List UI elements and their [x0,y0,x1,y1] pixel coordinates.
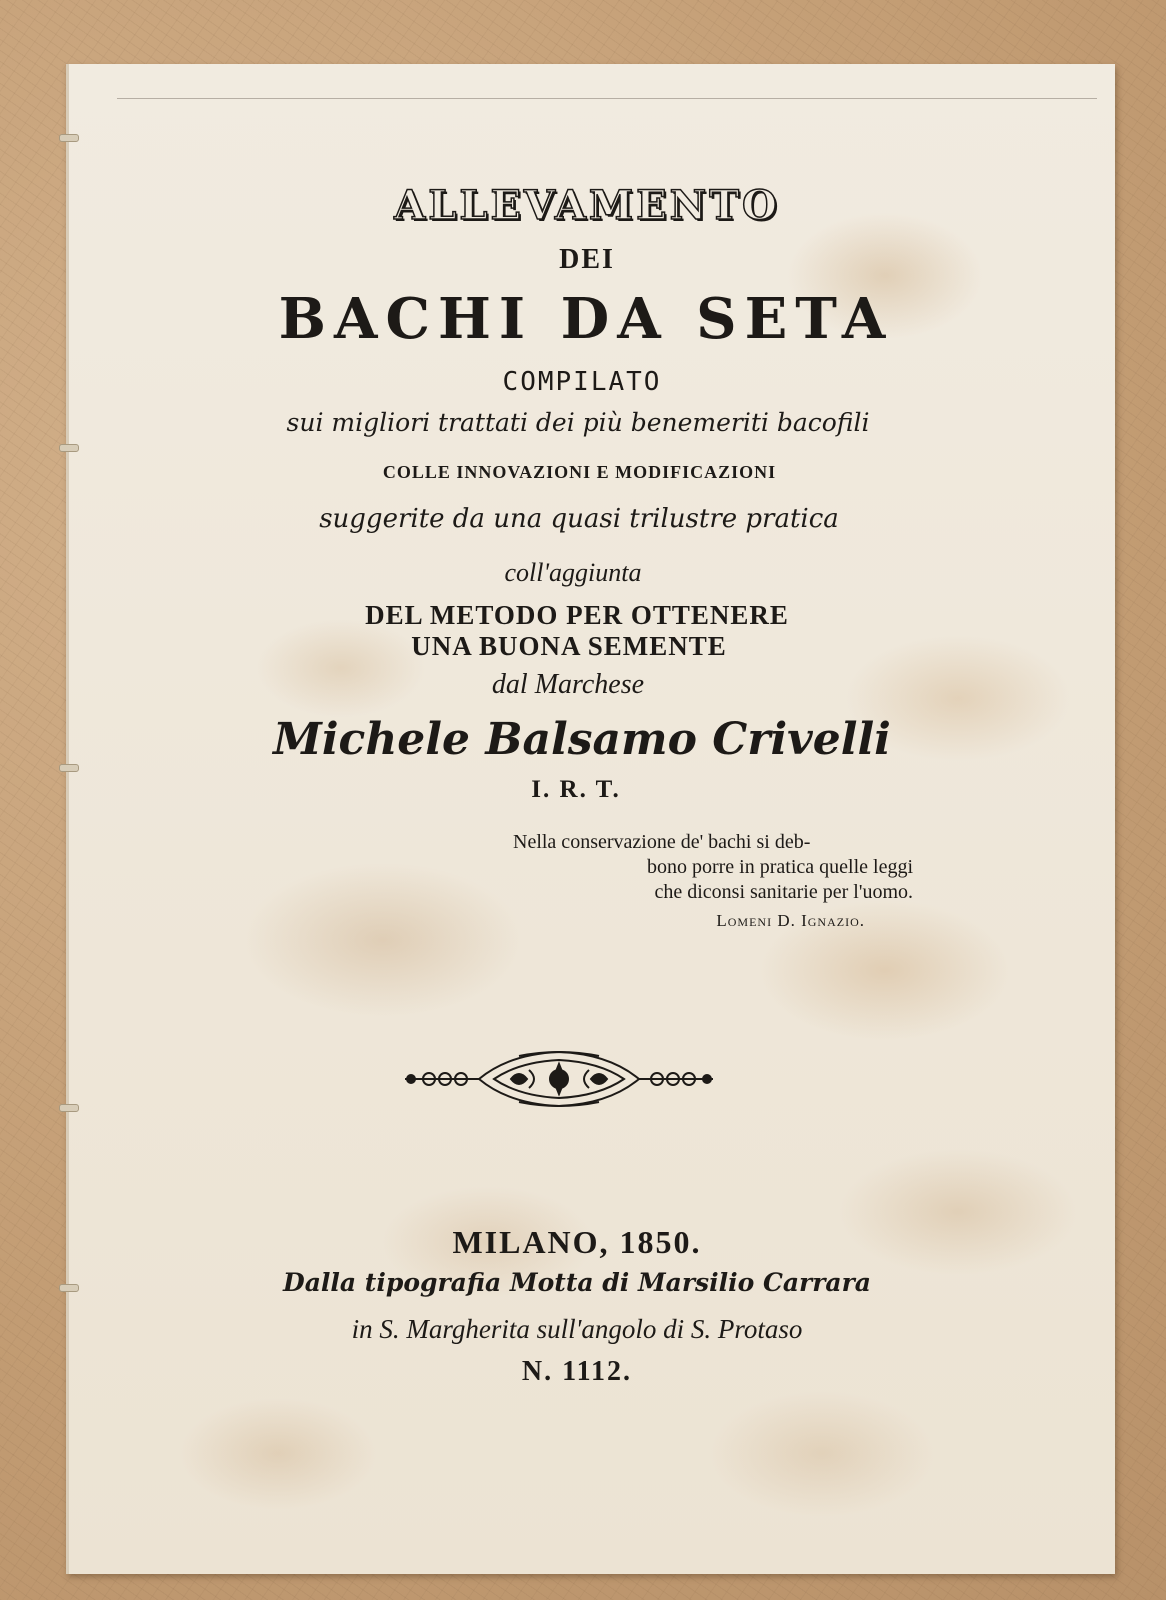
title-line-bachi-da-seta: BACHI DA SETA [278,286,894,352]
subtitle-method-line1: DEL METODO PER OTTENERE [365,600,789,630]
printers-ornament-icon [399,1044,719,1114]
author-prefix: dal Marchese [491,669,645,700]
title-line-allevamento: ALLEVAMENTO [394,182,780,229]
title-page [66,64,1115,1574]
imprint-place-year: MILANO, 1850. [452,1224,702,1260]
subtitle-innovations: COLLE INNOVAZIONI E MODIFICAZIONI [382,462,777,482]
epigraph-line: Nella conservazione de' bachi si deb- [513,831,811,853]
author-title: I. R. T. [531,776,621,803]
subtitle-sources: sui migliori trattati dei più benemeriti bacofili [286,408,870,437]
epigraph-line: bono porre in pratica quelle leggi [646,856,913,878]
subtitle-method-line2: UNA BUONA SEMENTE [411,631,727,661]
epigraph-author: Lomeni D. Ignazio. [716,911,865,930]
subtitle-practice: suggerite da una quasi trilustre pratica [319,504,839,534]
epigraph [513,830,913,933]
subtitle-addition: coll'aggiunta [504,558,642,587]
subtitle-compilato: COMPILATO [502,367,662,397]
imprint-printer: Dalla tipografia Motta di Marsilio Carrara [283,1268,871,1297]
title-page-text [69,64,1115,1574]
title-line-dei: DEI [559,244,615,275]
imprint-number: N. 1112. [521,1356,633,1387]
epigraph-line: che diconsi sanitarie per l'uomo. [654,881,913,903]
author-name: Michele Balsamo Crivelli [273,714,891,765]
imprint-address: in S. Margherita sull'angolo di S. Protaso [351,1314,803,1344]
